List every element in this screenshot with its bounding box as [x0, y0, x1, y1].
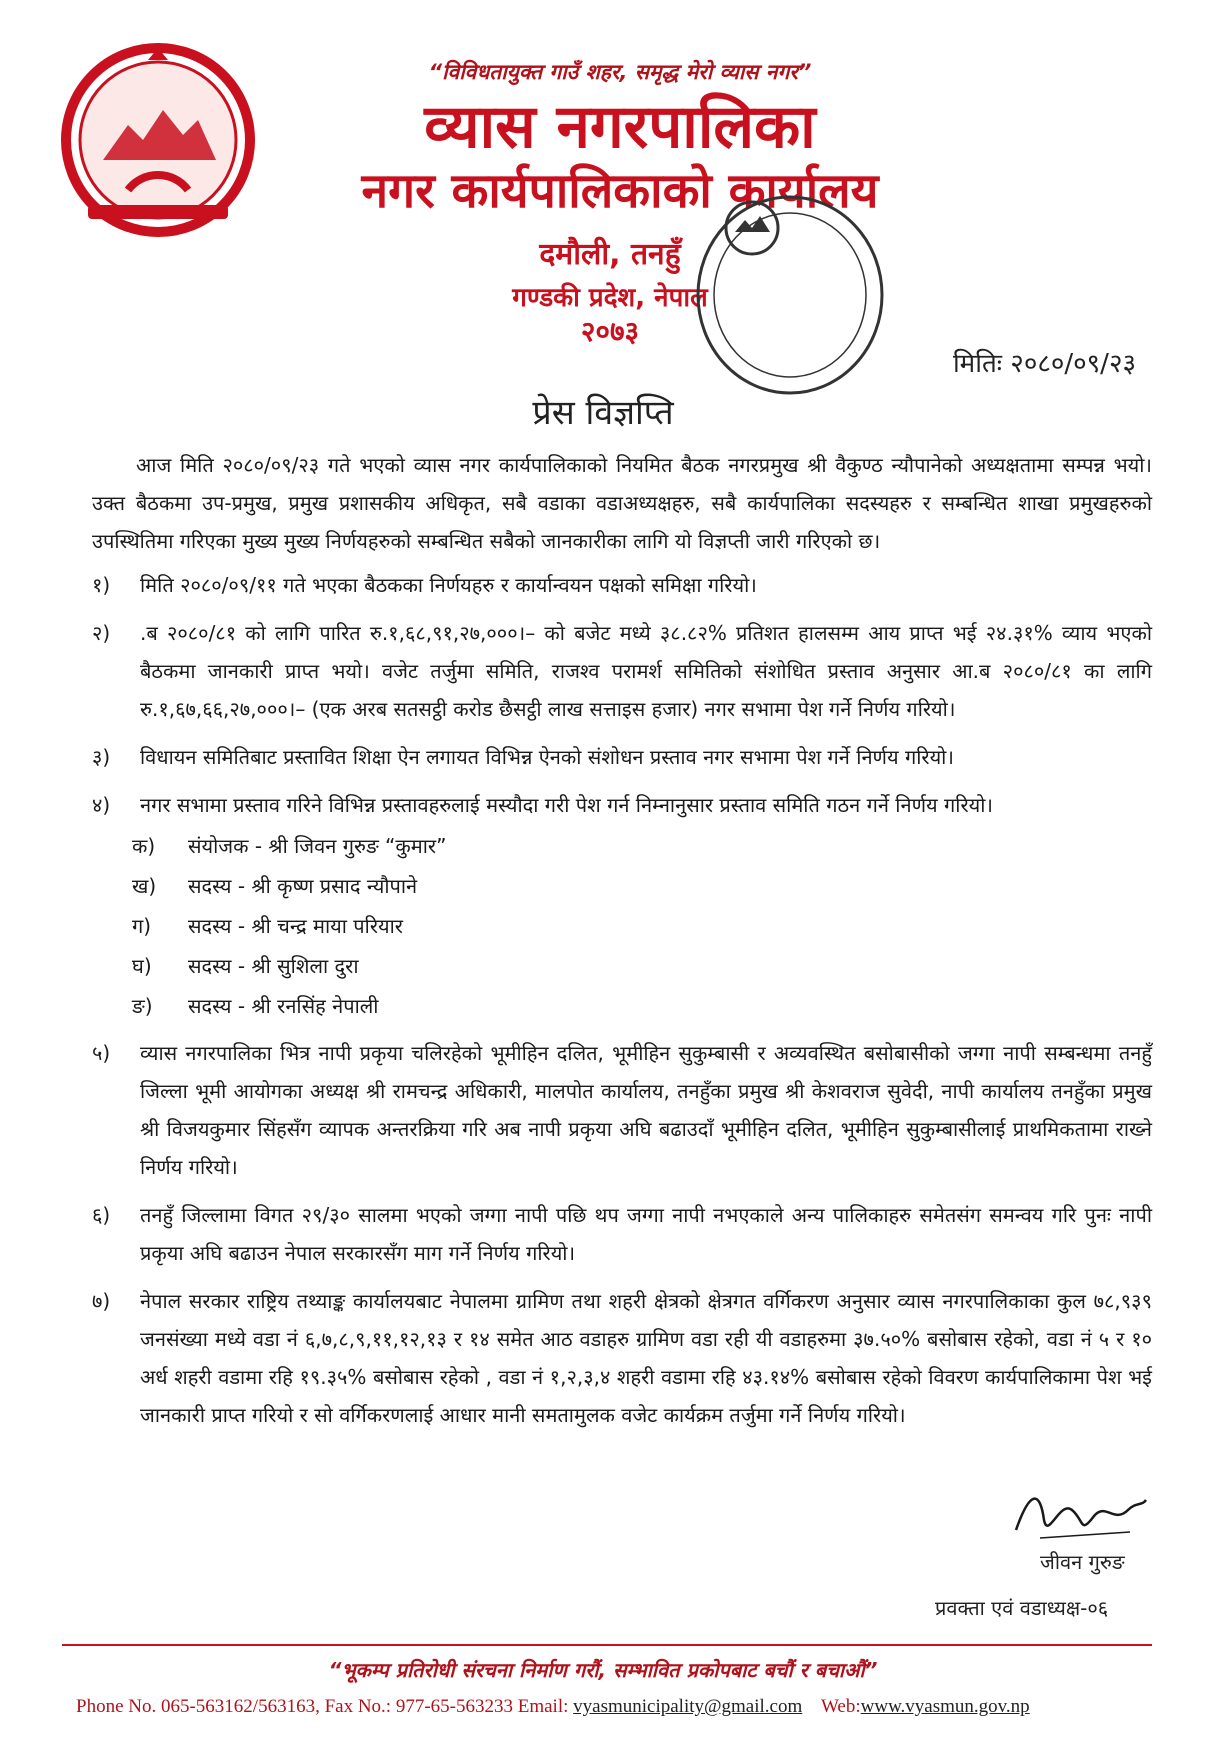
member-text: सदस्य - श्री चन्द्र माया परियार: [188, 914, 403, 938]
footer-slogan: “भूकम्प प्रतिरोधी संरचना निर्माण गरौं, सम्भावित प्रकोपबाट बचौं र बचाऔं”: [328, 1658, 878, 1682]
decision-text: नेपाल सरकार राष्ट्रिय तथ्याङ्क कार्यालयबाट नेपालमा ग्रामिण तथा शहरी क्षेत्रको क्षेत्रगत वर्गिकरण अनुसार व्यास नगरपालिकाका कुल ७८,९३९ जनसंख्या मध्ये वडा नं ६,७,८,९,११,१२,१३ र १४ समेत आठ वडाहरु ग्रामिण वडा रही यी वडाहरुमा ३७.५०% बसोबास रहेको, वडा नं ५ र १० अर्ध शहरी वडामा रहि १९.३५% बसोबास रहेको , वडा नं १,२,३,४ शहरी वडामा रहि ४३.१४% बसोबास रहेको विवरण कार्यपालिकामा पेश भई जानकारी प्राप्त गरियो र सो वर्गिकरणलाई आधार मानी समतामुलक वजेट कार्यक्रम तर्जुमा गर्ने निर्णय गरियो।: [140, 1289, 1152, 1427]
member-number: घ): [132, 954, 152, 978]
decision-number: १): [92, 573, 111, 597]
member-number: ङ): [132, 994, 153, 1018]
footer-divider: [62, 1644, 1152, 1646]
committee-member: [92, 866, 1152, 906]
document-date: मितिः २०८०/०९/२३: [952, 349, 1136, 379]
decision-text: मिति २०८०/०९/११ गते भएका बैठकका निर्णयहरु र कार्यान्वयन पक्षको समिक्षा गरियो।: [140, 573, 757, 597]
member-text: संयोजक - श्री जिवन गुरुङ “कुमार”: [188, 834, 447, 858]
decision-text: विधायन समितिबाट प्रस्तावित शिक्षा ऐन लगायत विभिन्न ऐनको संशोधन प्रस्ताव नगर सभामा पेश गर्ने निर्णय गरियो।: [140, 745, 954, 769]
committee-member: [92, 986, 1152, 1026]
member-number: ख): [132, 874, 157, 898]
member-number: क): [132, 834, 156, 858]
decision-item: [92, 1282, 1152, 1434]
footer-contact: [76, 1696, 1176, 1718]
header-motto: “विविधतायुक्त गाउँ शहर, समृद्ध मेरो व्यास नगर”: [428, 60, 812, 84]
decision-number: ३): [92, 745, 111, 769]
organization-subtitle: नगर कार्यपालिकाको कार्यालय: [361, 163, 879, 219]
member-text: सदस्य - श्री सुशिला दुरा: [188, 954, 359, 978]
decision-number: ४): [92, 793, 111, 817]
decision-text: नगर सभामा प्रस्ताव गरिने विभिन्न प्रस्तावहरुलाई मस्यौदा गरी पेश गर्न निम्नानुसार प्रस्ताव समिति गठन गर्ने निर्णय गरियो।: [140, 793, 993, 817]
address-year: २०७३: [580, 315, 640, 348]
notice-body: [92, 446, 1152, 1444]
decision-text: .ब २०८०/८१ को लागि पारित रु.१,६८,९१,२७,०००।– को बजेट मध्ये ३८.८२% प्रतिशत हालसम्म आय प्राप्त भई २४.३१% व्याय भएको बैठकमा जानकारी प्राप्त भयो। वजेट तर्जुमा समिति, राजश्व परामर्श समितिको संशोधित प्रस्ताव अनुसार आ.ब २०८०/८१ का लागि रु.१,६७,६६,२७,०००।– (एक अरब सतसट्ठी करोड छैसट्ठी लाख सत्ताइस हजार) नगर सभामा पेश गर्ने निर्णय गरियो।: [140, 621, 1152, 721]
decision-item: [92, 566, 1152, 604]
signatory-role: प्रवक्ता एवं वडाध्यक्ष-०६: [935, 1596, 1109, 1620]
notice-intro: आज मिति २०८०/०९/२३ गते भएको व्यास नगर कार्यपालिकाको नियमित बैठक नगरप्रमुख श्री वैकुण्ठ न्यौपानेको अध्यक्षतामा सम्पन्न भयो। उक्त बैठकमा उप-प्रमुख, प्रमुख प्रशासकीय अधिकृत, सबै वडाका वडाअध्यक्षहरु, सबै कार्यपालिका सदस्यहरु र सम्बन्धित शाखा प्रमुखहरुको उपस्थितिमा गरिएका मुख्य मुख्य निर्णयहरुको सम्बन्धित सबैको जानकारीका लागि यो विज्ञप्ती जारी गरिएको छ।: [92, 453, 1152, 553]
footer-web-label: Web:: [821, 1696, 861, 1717]
committee-member: [92, 906, 1152, 946]
handwritten-signature: [1010, 1480, 1150, 1550]
footer-web-link[interactable]: www.vyasmun.gov.np: [860, 1696, 1030, 1717]
decision-item: [92, 614, 1152, 728]
decision-item: [92, 1034, 1152, 1186]
member-number: ग): [132, 914, 152, 938]
footer-email-link[interactable]: vyasmunicipality@gmail.com: [573, 1696, 803, 1717]
decision-item: [92, 1196, 1152, 1272]
address-province: गण्डकी प्रदेश, नेपाल: [512, 283, 708, 313]
decision-number: २): [92, 621, 111, 645]
footer-phone: Phone No. 065-563162/563163, Fax No.: 977-65-563233 Email:: [76, 1696, 569, 1717]
member-text: सदस्य - श्री रनसिंह नेपाली: [188, 994, 379, 1018]
organization-title: व्यास नगरपालिका: [424, 92, 816, 162]
committee-member: [92, 826, 1152, 866]
press-release-title: प्रेस विज्ञप्ति: [532, 393, 674, 433]
decision-item: [92, 738, 1152, 776]
address-city: दमौली, तनहुँ: [539, 237, 681, 272]
decision-item: [92, 786, 1152, 824]
office-stamp: [690, 190, 890, 400]
nepal-government-emblem: [58, 40, 258, 240]
member-text: सदस्य - श्री कृष्ण प्रसाद न्यौपाने: [188, 874, 418, 898]
decision-number: ५): [92, 1041, 111, 1065]
decision-text: तनहुँ जिल्लामा विगत २९/३० सालमा भएको जग्गा नापी पछि थप जग्गा नापी नभएकाले अन्य पालिकाहरु समेतसंग समन्वय गरि पुनः नापी प्रकृया अघि बढाउन नेपाल सरकारसँग माग गर्ने निर्णय गरियो।: [140, 1203, 1152, 1265]
committee-member-list: [92, 826, 1152, 1026]
decision-text: व्यास नगरपालिका भित्र नापी प्रकृया चलिरहेको भूमीहिन दलित, भूमीहिन सुकुम्बासी र अव्यवस्थित बसोबासीको जग्गा नापी सम्बन्धमा तनहुँ जिल्ला भूमी आयोगका अध्यक्ष श्री रामचन्द्र अधिकारी, मालपोत कार्यालय, तनहुँका प्रमुख श्री केशवराज सुवेदी, नापी कार्यालय तनहुँका प्रमुख श्री विजयकुमार सिंहसँग व्यापक अन्तरक्रिया गरि अब नापी प्रकृया अघि बढाउदाँ भूमीहिन दलित, भूमीहिन सुकुम्बासीलाई प्राथमिकतामा राख्ने निर्णय गरियो।: [140, 1041, 1152, 1179]
committee-member: [92, 946, 1152, 986]
decision-number: ६): [92, 1203, 111, 1227]
signatory-name: जीवन गुरुङ: [1040, 1550, 1125, 1574]
decision-number: ७): [92, 1289, 111, 1313]
